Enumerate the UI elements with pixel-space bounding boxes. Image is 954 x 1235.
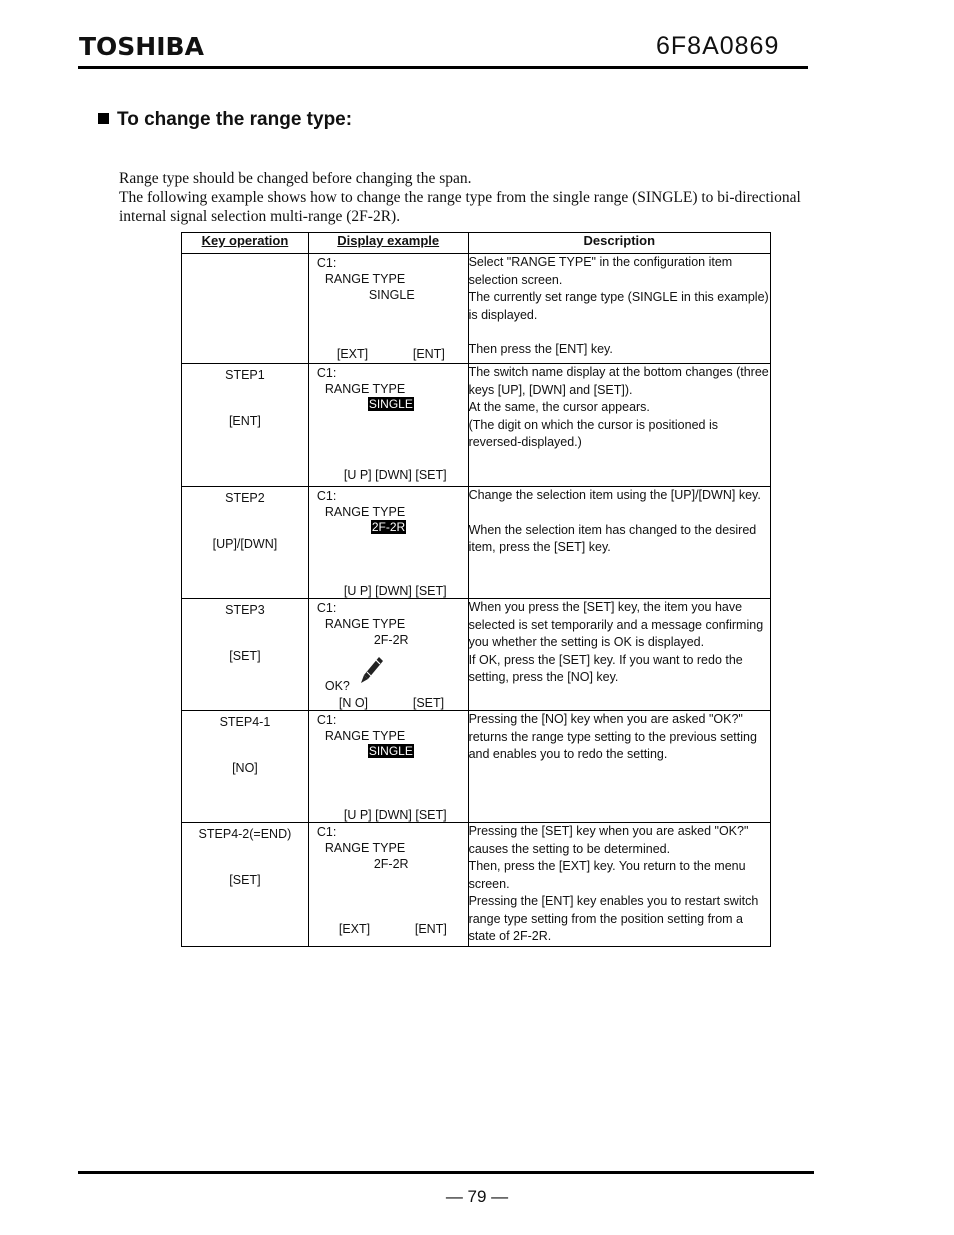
display-channel: C1: (316, 366, 337, 380)
description-line: At the same, the cursor appears. (468, 400, 650, 414)
display-value: 2F-2R (373, 633, 409, 647)
display-value-cursor: 2F-2R (371, 520, 406, 534)
display-example-cell (308, 599, 468, 711)
description-cell (468, 487, 770, 599)
description-line: If OK, press the [SET] key. If you want to redo the setting, press the [NO] key. (468, 652, 743, 684)
table-row (182, 254, 771, 364)
step-label: STEP4-1 (219, 715, 271, 729)
display-channel: C1: (316, 489, 337, 503)
key-operation-cell (182, 254, 309, 364)
description-line: Select "RANGE TYPE" in the configuration item selection screen. (468, 255, 733, 287)
display-example-cell (308, 711, 468, 823)
display-channel: C1: (316, 256, 337, 270)
display-item: RANGE TYPE (324, 841, 406, 855)
table-row (182, 364, 771, 487)
description-cell (468, 823, 770, 947)
display-example-cell (308, 254, 468, 364)
description-line: Pressing the [ENT] key enables you to restart switch range type setting from the position setting from a state of 2F-2R. (468, 894, 759, 943)
description-line: (The digit on which the cursor is positioned is reversed-displayed.) (468, 417, 718, 449)
description-cell (468, 364, 770, 487)
display-example-cell (308, 823, 468, 947)
softkey-left: [EXT] (338, 921, 371, 936)
display-value: 2F-2R (373, 857, 409, 871)
table-row (182, 599, 771, 711)
softkeys: [U P] [DWN] [SET] (343, 468, 447, 482)
key-operation-cell (182, 823, 309, 947)
step-label: STEP2 (225, 491, 265, 505)
display-channel: C1: (316, 713, 337, 727)
softkey-right: [ENT] (412, 347, 445, 361)
table-row (182, 823, 771, 947)
step-label: STEP3 (225, 603, 265, 617)
intro-paragraph-1: Range type should be changed before changing the span. (119, 170, 472, 187)
page-number: — 79 — (445, 1187, 509, 1206)
key-label: [NO] (232, 761, 258, 775)
key-label: [SET] (229, 649, 261, 663)
description-cell (468, 599, 770, 711)
display-item: RANGE TYPE (324, 617, 406, 631)
display-value: SINGLE (368, 288, 415, 302)
key-label: [UP]/[DWN] (212, 537, 278, 551)
softkey-left: [EXT] (336, 347, 369, 361)
display-item: RANGE TYPE (324, 382, 406, 396)
section-heading (98, 109, 352, 131)
display-item: RANGE TYPE (324, 272, 406, 286)
softkey-right: [ENT] (414, 921, 447, 936)
header-key-operation: Key operation (182, 233, 309, 254)
brand-logo: TOSHIBA (79, 32, 204, 61)
display-item: RANGE TYPE (324, 729, 406, 743)
header-display-example: Display example (308, 233, 468, 254)
display-item: RANGE TYPE (324, 505, 406, 519)
display-channel: C1: (316, 601, 337, 615)
steps-table (181, 232, 771, 947)
table-row (182, 711, 771, 823)
document-number: 6F8A0869 (656, 32, 780, 60)
display-channel: C1: (316, 825, 337, 839)
softkeys: [U P] [DWN] [SET] (343, 584, 447, 598)
display-example-cell (308, 487, 468, 599)
footer-rule (78, 1171, 814, 1174)
header-description: Description (468, 233, 770, 254)
key-operation-cell (182, 711, 309, 823)
display-prompt: OK? (324, 679, 350, 693)
description-cell (468, 711, 770, 823)
table-header-row (182, 233, 771, 254)
display-example-cell (308, 364, 468, 487)
description-line: The switch name display at the bottom changes (three keys [UP], [DWN] and [SET]). (468, 365, 769, 397)
section-title: To change the range type: (117, 109, 353, 130)
table-row (182, 487, 771, 599)
key-operation-cell (182, 364, 309, 487)
step-label: STEP1 (225, 368, 265, 382)
description-line: Then, press the [EXT] key. You return to the menu screen. (468, 859, 746, 891)
softkey-right: [SET] (412, 696, 445, 710)
key-operation-cell (182, 599, 309, 711)
description-line: Then press the [ENT] key. (468, 342, 613, 356)
display-value-cursor: SINGLE (368, 744, 413, 758)
pen-icon (359, 655, 385, 688)
key-operation-cell (182, 487, 309, 599)
intro-text (119, 169, 809, 226)
softkey-left: [N O] (338, 696, 369, 710)
description-line: Change the selection item using the [UP]/[DWN] key. (468, 488, 761, 502)
key-label: [ENT] (228, 414, 261, 428)
description-line: When the selection item has changed to the desired item, press the [SET] key. (468, 522, 757, 554)
intro-paragraph-2: The following example shows how to change the range type from the single range (SINGLE) to bi-directional internal signal selection multi-range (2F-2R). (119, 189, 801, 225)
display-value-cursor: SINGLE (368, 397, 413, 411)
description-line: The currently set range type (SINGLE in this example) is displayed. (468, 290, 769, 322)
header-rule (78, 66, 808, 69)
square-bullet-icon (98, 113, 109, 124)
key-label: [SET] (229, 873, 261, 887)
description-cell (468, 254, 770, 364)
description-line: Pressing the [NO] key when you are asked "OK?" returns the range type setting to the previous setting and enables you to redo the setting. (468, 712, 757, 761)
description-line: When you press the [SET] key, the item you have selected is set temporarily and a message confirming you whether the setting is OK is displayed. (468, 600, 764, 649)
description-line: Pressing the [SET] key when you are asked "OK?" causes the setting to be determined. (468, 824, 749, 856)
softkeys: [U P] [DWN] [SET] (343, 808, 447, 822)
step-label: STEP4-2(=END) (198, 827, 292, 841)
